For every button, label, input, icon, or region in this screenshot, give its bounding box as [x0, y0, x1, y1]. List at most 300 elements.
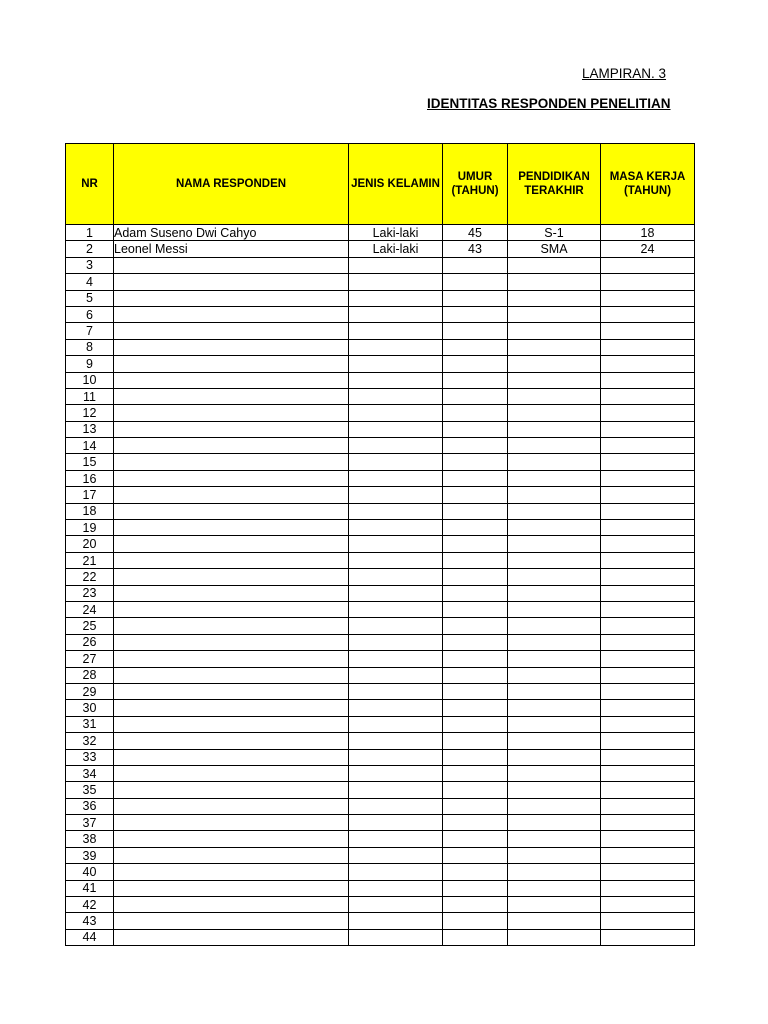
cell-jenis-kelamin: [349, 585, 443, 601]
cell-pendidikan: [508, 552, 601, 568]
cell-nama-responden: [114, 667, 349, 683]
table-row: [66, 749, 695, 765]
cell-pendidikan: [508, 438, 601, 454]
cell-masa-kerja: [601, 749, 695, 765]
cell-jenis-kelamin: [349, 749, 443, 765]
header-nr: NR: [66, 144, 114, 225]
cell-nr: 21: [66, 552, 114, 568]
cell-pendidikan: [508, 847, 601, 863]
cell-pendidikan: [508, 864, 601, 880]
cell-masa-kerja: [601, 585, 695, 601]
cell-jenis-kelamin: [349, 372, 443, 388]
cell-pendidikan: [508, 749, 601, 765]
cell-nr: 29: [66, 683, 114, 699]
cell-nama-responden: [114, 634, 349, 650]
cell-masa-kerja: [601, 716, 695, 732]
table-row: [66, 569, 695, 585]
table-row: [66, 225, 695, 241]
cell-nama-responden: [114, 274, 349, 290]
cell-nama-responden: [114, 487, 349, 503]
table-row: [66, 733, 695, 749]
cell-masa-kerja: [601, 438, 695, 454]
cell-pendidikan: [508, 290, 601, 306]
cell-umur: 43: [443, 241, 508, 257]
cell-nama-responden: [114, 864, 349, 880]
cell-umur: [443, 585, 508, 601]
cell-umur: [443, 339, 508, 355]
cell-pendidikan: [508, 815, 601, 831]
cell-nr: 32: [66, 733, 114, 749]
cell-nama-responden: [114, 700, 349, 716]
cell-nr: 36: [66, 798, 114, 814]
cell-jenis-kelamin: [349, 815, 443, 831]
attachment-label: LAMPIRAN. 3: [582, 66, 667, 81]
table-row: [66, 372, 695, 388]
table-row: [66, 880, 695, 896]
cell-jenis-kelamin: [349, 405, 443, 421]
cell-masa-kerja: [601, 388, 695, 404]
cell-umur: [443, 306, 508, 322]
cell-masa-kerja: [601, 356, 695, 372]
cell-jenis-kelamin: [349, 897, 443, 913]
table-row: [66, 815, 695, 831]
cell-pendidikan: S-1: [508, 225, 601, 241]
cell-nr: 10: [66, 372, 114, 388]
cell-nr: 38: [66, 831, 114, 847]
cell-pendidikan: [508, 831, 601, 847]
cell-jenis-kelamin: [349, 454, 443, 470]
table-body: [66, 225, 695, 946]
cell-umur: [443, 880, 508, 896]
cell-jenis-kelamin: [349, 618, 443, 634]
cell-pendidikan: [508, 323, 601, 339]
cell-pendidikan: [508, 421, 601, 437]
cell-nr: 22: [66, 569, 114, 585]
cell-nama-responden: Adam Suseno Dwi Cahyo: [114, 225, 349, 241]
cell-masa-kerja: [601, 847, 695, 863]
header-jenis-kelamin: JENIS KELAMIN: [349, 144, 443, 225]
cell-pendidikan: [508, 700, 601, 716]
cell-pendidikan: [508, 405, 601, 421]
table-row: [66, 438, 695, 454]
cell-jenis-kelamin: [349, 847, 443, 863]
cell-nama-responden: [114, 913, 349, 929]
cell-jenis-kelamin: [349, 290, 443, 306]
cell-nama-responden: [114, 569, 349, 585]
cell-jenis-kelamin: [349, 782, 443, 798]
cell-nr: 40: [66, 864, 114, 880]
cell-umur: [443, 798, 508, 814]
cell-nr: 31: [66, 716, 114, 732]
cell-jenis-kelamin: [349, 864, 443, 880]
cell-umur: [443, 487, 508, 503]
cell-jenis-kelamin: [349, 306, 443, 322]
table-row: [66, 421, 695, 437]
cell-nama-responden: [114, 618, 349, 634]
table-row: [66, 388, 695, 404]
cell-jenis-kelamin: [349, 356, 443, 372]
table-row: [66, 831, 695, 847]
cell-nr: 17: [66, 487, 114, 503]
cell-nr: 24: [66, 601, 114, 617]
cell-nama-responden: [114, 470, 349, 486]
cell-pendidikan: [508, 716, 601, 732]
cell-masa-kerja: [601, 733, 695, 749]
cell-masa-kerja: [601, 765, 695, 781]
cell-nr: 35: [66, 782, 114, 798]
table-row: [66, 585, 695, 601]
table-row: [66, 929, 695, 945]
cell-umur: [443, 503, 508, 519]
table-row: [66, 241, 695, 257]
cell-masa-kerja: [601, 651, 695, 667]
table-row: [66, 683, 695, 699]
cell-masa-kerja: [601, 536, 695, 552]
cell-pendidikan: [508, 356, 601, 372]
cell-masa-kerja: [601, 815, 695, 831]
cell-nama-responden: Leonel Messi: [114, 241, 349, 257]
table-row: [66, 897, 695, 913]
cell-nama-responden: [114, 257, 349, 273]
cell-masa-kerja: [601, 274, 695, 290]
table-row: [66, 306, 695, 322]
table-row: [66, 864, 695, 880]
cell-nama-responden: [114, 929, 349, 945]
cell-nama-responden: [114, 765, 349, 781]
cell-nr: 41: [66, 880, 114, 896]
cell-nr: 33: [66, 749, 114, 765]
table-row: [66, 339, 695, 355]
cell-nama-responden: [114, 749, 349, 765]
cell-umur: [443, 438, 508, 454]
cell-jenis-kelamin: [349, 503, 443, 519]
cell-jenis-kelamin: [349, 765, 443, 781]
cell-pendidikan: [508, 569, 601, 585]
cell-jenis-kelamin: [349, 274, 443, 290]
cell-umur: [443, 257, 508, 273]
cell-nama-responden: [114, 421, 349, 437]
cell-pendidikan: [508, 274, 601, 290]
cell-pendidikan: [508, 585, 601, 601]
cell-nr: 39: [66, 847, 114, 863]
cell-nr: 44: [66, 929, 114, 945]
cell-masa-kerja: [601, 503, 695, 519]
cell-nr: 19: [66, 520, 114, 536]
cell-pendidikan: [508, 798, 601, 814]
respondent-table: [65, 143, 695, 946]
cell-masa-kerja: [601, 913, 695, 929]
table-row: [66, 356, 695, 372]
cell-pendidikan: [508, 683, 601, 699]
cell-masa-kerja: [601, 323, 695, 339]
cell-masa-kerja: [601, 798, 695, 814]
cell-masa-kerja: [601, 569, 695, 585]
table-row: [66, 651, 695, 667]
table-row: [66, 847, 695, 863]
cell-nama-responden: [114, 798, 349, 814]
cell-pendidikan: [508, 880, 601, 896]
table-row: [66, 470, 695, 486]
cell-jenis-kelamin: [349, 929, 443, 945]
cell-masa-kerja: [601, 454, 695, 470]
cell-umur: [443, 667, 508, 683]
cell-umur: [443, 831, 508, 847]
cell-umur: [443, 601, 508, 617]
cell-nr: 20: [66, 536, 114, 552]
cell-masa-kerja: [601, 372, 695, 388]
cell-masa-kerja: [601, 470, 695, 486]
cell-pendidikan: [508, 306, 601, 322]
cell-pendidikan: [508, 339, 601, 355]
table-row: [66, 487, 695, 503]
cell-jenis-kelamin: [349, 569, 443, 585]
cell-nr: 42: [66, 897, 114, 913]
cell-jenis-kelamin: [349, 733, 443, 749]
document-title: IDENTITAS RESPONDEN PENELITIAN: [427, 96, 671, 111]
cell-umur: [443, 520, 508, 536]
cell-jenis-kelamin: [349, 438, 443, 454]
cell-jenis-kelamin: [349, 716, 443, 732]
cell-nama-responden: [114, 733, 349, 749]
cell-umur: [443, 470, 508, 486]
cell-umur: [443, 356, 508, 372]
cell-nama-responden: [114, 339, 349, 355]
cell-pendidikan: [508, 634, 601, 650]
cell-nama-responden: [114, 880, 349, 896]
cell-nama-responden: [114, 831, 349, 847]
cell-nr: 23: [66, 585, 114, 601]
cell-masa-kerja: 18: [601, 225, 695, 241]
cell-jenis-kelamin: [349, 552, 443, 568]
header-masa-kerja: MASA KERJA (TAHUN): [601, 144, 695, 225]
cell-nama-responden: [114, 306, 349, 322]
table-row: [66, 405, 695, 421]
cell-umur: [443, 290, 508, 306]
cell-pendidikan: [508, 503, 601, 519]
cell-nr: 15: [66, 454, 114, 470]
cell-nr: 3: [66, 257, 114, 273]
cell-umur: [443, 274, 508, 290]
cell-umur: [443, 700, 508, 716]
cell-jenis-kelamin: [349, 831, 443, 847]
cell-nama-responden: [114, 405, 349, 421]
cell-umur: [443, 372, 508, 388]
table-row: [66, 454, 695, 470]
cell-jenis-kelamin: [349, 421, 443, 437]
cell-umur: [443, 421, 508, 437]
cell-masa-kerja: 24: [601, 241, 695, 257]
cell-umur: [443, 454, 508, 470]
cell-jenis-kelamin: Laki-laki: [349, 225, 443, 241]
table-row: [66, 503, 695, 519]
cell-umur: [443, 683, 508, 699]
cell-umur: [443, 388, 508, 404]
cell-nama-responden: [114, 585, 349, 601]
cell-jenis-kelamin: [349, 700, 443, 716]
cell-umur: 45: [443, 225, 508, 241]
cell-nr: 14: [66, 438, 114, 454]
table-row: [66, 700, 695, 716]
cell-masa-kerja: [601, 601, 695, 617]
cell-jenis-kelamin: [349, 257, 443, 273]
cell-pendidikan: [508, 487, 601, 503]
cell-jenis-kelamin: [349, 520, 443, 536]
table-row: [66, 913, 695, 929]
cell-pendidikan: [508, 470, 601, 486]
cell-nr: 2: [66, 241, 114, 257]
cell-nama-responden: [114, 372, 349, 388]
cell-nr: 26: [66, 634, 114, 650]
cell-nr: 6: [66, 306, 114, 322]
cell-masa-kerja: [601, 520, 695, 536]
cell-jenis-kelamin: [349, 323, 443, 339]
cell-nr: 37: [66, 815, 114, 831]
cell-umur: [443, 323, 508, 339]
cell-masa-kerja: [601, 421, 695, 437]
cell-pendidikan: [508, 536, 601, 552]
cell-masa-kerja: [601, 864, 695, 880]
cell-jenis-kelamin: [349, 601, 443, 617]
cell-umur: [443, 815, 508, 831]
cell-nama-responden: [114, 683, 349, 699]
cell-nr: 1: [66, 225, 114, 241]
cell-masa-kerja: [601, 667, 695, 683]
cell-pendidikan: [508, 897, 601, 913]
cell-umur: [443, 618, 508, 634]
cell-nama-responden: [114, 651, 349, 667]
cell-nama-responden: [114, 782, 349, 798]
cell-pendidikan: [508, 454, 601, 470]
cell-jenis-kelamin: [349, 683, 443, 699]
cell-masa-kerja: [601, 306, 695, 322]
cell-jenis-kelamin: [349, 470, 443, 486]
cell-nr: 12: [66, 405, 114, 421]
cell-masa-kerja: [601, 897, 695, 913]
cell-pendidikan: [508, 618, 601, 634]
cell-nama-responden: [114, 454, 349, 470]
cell-umur: [443, 569, 508, 585]
cell-pendidikan: [508, 651, 601, 667]
header-pendidikan: PENDIDIKAN TERAKHIR: [508, 144, 601, 225]
cell-umur: [443, 716, 508, 732]
cell-nama-responden: [114, 847, 349, 863]
cell-pendidikan: [508, 520, 601, 536]
cell-umur: [443, 536, 508, 552]
table-header-row: [66, 144, 695, 225]
cell-masa-kerja: [601, 782, 695, 798]
cell-nama-responden: [114, 815, 349, 831]
cell-nr: 4: [66, 274, 114, 290]
cell-jenis-kelamin: [349, 913, 443, 929]
cell-pendidikan: [508, 372, 601, 388]
cell-nama-responden: [114, 552, 349, 568]
cell-nr: 28: [66, 667, 114, 683]
cell-pendidikan: [508, 388, 601, 404]
table-row: [66, 323, 695, 339]
cell-pendidikan: [508, 782, 601, 798]
table-row: [66, 634, 695, 650]
cell-nama-responden: [114, 716, 349, 732]
table-row: [66, 601, 695, 617]
cell-umur: [443, 897, 508, 913]
cell-pendidikan: [508, 913, 601, 929]
cell-masa-kerja: [601, 339, 695, 355]
cell-jenis-kelamin: [349, 339, 443, 355]
cell-jenis-kelamin: [349, 536, 443, 552]
cell-pendidikan: [508, 929, 601, 945]
cell-umur: [443, 749, 508, 765]
table-row: [66, 667, 695, 683]
cell-masa-kerja: [601, 700, 695, 716]
cell-jenis-kelamin: [349, 798, 443, 814]
table-row: [66, 274, 695, 290]
table-row: [66, 520, 695, 536]
cell-nr: 7: [66, 323, 114, 339]
table-row: [66, 765, 695, 781]
cell-pendidikan: [508, 601, 601, 617]
cell-umur: [443, 733, 508, 749]
cell-nama-responden: [114, 438, 349, 454]
cell-nama-responden: [114, 356, 349, 372]
cell-masa-kerja: [601, 634, 695, 650]
cell-umur: [443, 782, 508, 798]
table-row: [66, 716, 695, 732]
cell-nama-responden: [114, 601, 349, 617]
cell-nr: 13: [66, 421, 114, 437]
header-nama-responden: NAMA RESPONDEN: [114, 144, 349, 225]
cell-nama-responden: [114, 897, 349, 913]
cell-umur: [443, 847, 508, 863]
cell-masa-kerja: [601, 257, 695, 273]
cell-umur: [443, 552, 508, 568]
table-row: [66, 552, 695, 568]
cell-masa-kerja: [601, 290, 695, 306]
table-row: [66, 618, 695, 634]
cell-jenis-kelamin: [349, 388, 443, 404]
cell-masa-kerja: [601, 929, 695, 945]
cell-masa-kerja: [601, 487, 695, 503]
table-row: [66, 536, 695, 552]
cell-masa-kerja: [601, 880, 695, 896]
cell-nama-responden: [114, 290, 349, 306]
cell-jenis-kelamin: [349, 634, 443, 650]
cell-nama-responden: [114, 323, 349, 339]
cell-jenis-kelamin: [349, 667, 443, 683]
cell-umur: [443, 634, 508, 650]
header-umur: UMUR (TAHUN): [443, 144, 508, 225]
cell-masa-kerja: [601, 618, 695, 634]
cell-nr: 43: [66, 913, 114, 929]
table-row: [66, 782, 695, 798]
cell-nama-responden: [114, 503, 349, 519]
cell-masa-kerja: [601, 405, 695, 421]
cell-nr: 5: [66, 290, 114, 306]
cell-umur: [443, 651, 508, 667]
cell-pendidikan: [508, 667, 601, 683]
cell-nr: 11: [66, 388, 114, 404]
table-row: [66, 798, 695, 814]
cell-jenis-kelamin: [349, 880, 443, 896]
cell-jenis-kelamin: Laki-laki: [349, 241, 443, 257]
cell-pendidikan: SMA: [508, 241, 601, 257]
cell-pendidikan: [508, 765, 601, 781]
cell-nr: 34: [66, 765, 114, 781]
cell-nr: 18: [66, 503, 114, 519]
cell-umur: [443, 864, 508, 880]
cell-nr: 30: [66, 700, 114, 716]
cell-umur: [443, 929, 508, 945]
cell-masa-kerja: [601, 831, 695, 847]
